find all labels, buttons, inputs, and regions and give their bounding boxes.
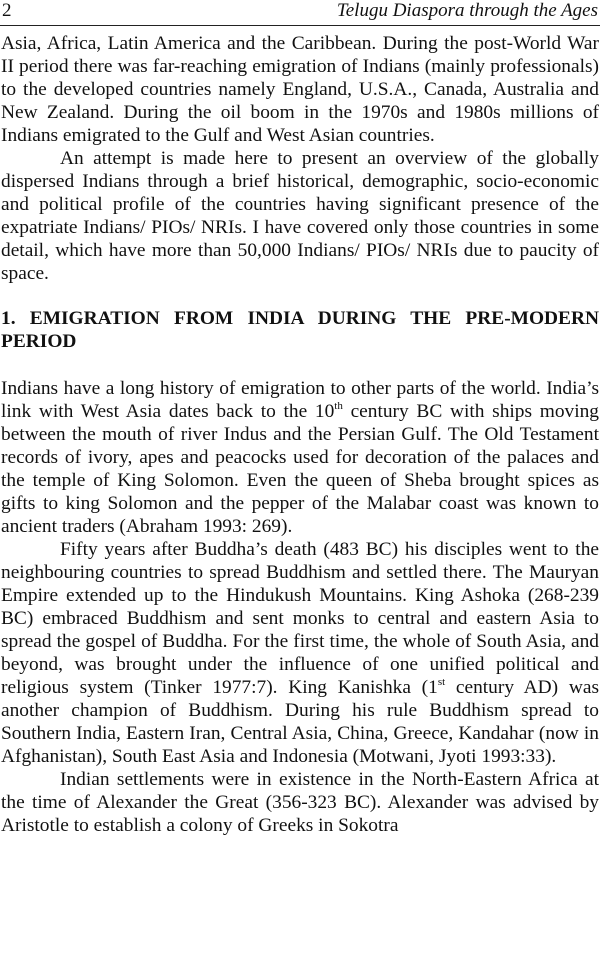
running-title: Telugu Diaspora through the Ages <box>336 0 598 21</box>
ordinal-superscript: st <box>437 676 446 688</box>
page-number: 2 <box>2 0 12 21</box>
paragraph-text: century AD) was another champion of Buddhism. During his rule Buddhism spread to Southern India, Eastern Iran, Central Asia, China, Greece, Kandahar (now in Afghanistan), South East Asia and Indonesia (Motwani, Jyoti 1993:33). <box>1 677 599 767</box>
paragraph-buddhism <box>1 538 599 768</box>
page-body <box>1 32 599 837</box>
paragraph-text: century BC with ships moving between the mouth of river Indus and the Persian Gulf. The Old Testament records of ivory, apes and peacocks used for decoration of the palaces and the temple of King Solomon. Even the queen of Sheba brought spices as gifts to king Solomon and the pepper of the Malabar coast was known to ancient traders (Abraham 1993: 269). <box>1 401 599 537</box>
header-rule <box>0 25 600 26</box>
paragraph-text: Fifty years after Buddha’s death (483 BC) his disciples went to the neighbouring countries to spread Buddhism and settled there. The Mauryan Empire extended up to the Hindukush Mountains. King Ashoka (268-239 BC) embraced Buddhism and sent monks to central and eastern Asia to spread the gospel of Buddha. For the first time, the whole of South Asia, and beyond, was brought under the influence of one unified political and religious system (Tinker 1977:7). King Kanishka (1 <box>1 539 599 698</box>
paragraph-west-asia <box>1 377 599 538</box>
paragraph-africa: Indian settlements were in existence in the North-Eastern Africa at the time of Alexander the Great (356-323 BC). Alexander was advised by Aristotle to establish a colony of Greeks in Sokotra <box>1 769 599 836</box>
section-heading: 1. EMIGRATION FROM INDIA DURING THE PRE-MODERN PERIOD <box>1 308 599 352</box>
paragraph-continued: Asia, Africa, Latin America and the Caribbean. During the post-World War II period there was far-reaching emigration of Indians (mainly professionals) to the developed countries namely England, U.S.A., Canada, Australia and New Zealand. During the oil boom in the 1970s and 1980s millions of Indians emigrated to the Gulf and West Asian countries. <box>1 33 599 146</box>
paragraph-overview: An attempt is made here to present an overview of the globally dispersed Indians through a brief historical, demographic, socio-economic and political profile of the countries having significant presence of the expatriate Indians/ PIOs/ NRIs. I have covered only those countries in some detail, which have more than 50,000 Indians/ PIOs/ NRIs due to paucity of space. <box>1 148 599 284</box>
running-header <box>0 0 600 24</box>
paragraph-text: Indians have a long history of emigration to other parts of the world. India’s link with West Asia dates back to the 10 <box>1 378 599 422</box>
ordinal-superscript: th <box>334 400 343 412</box>
